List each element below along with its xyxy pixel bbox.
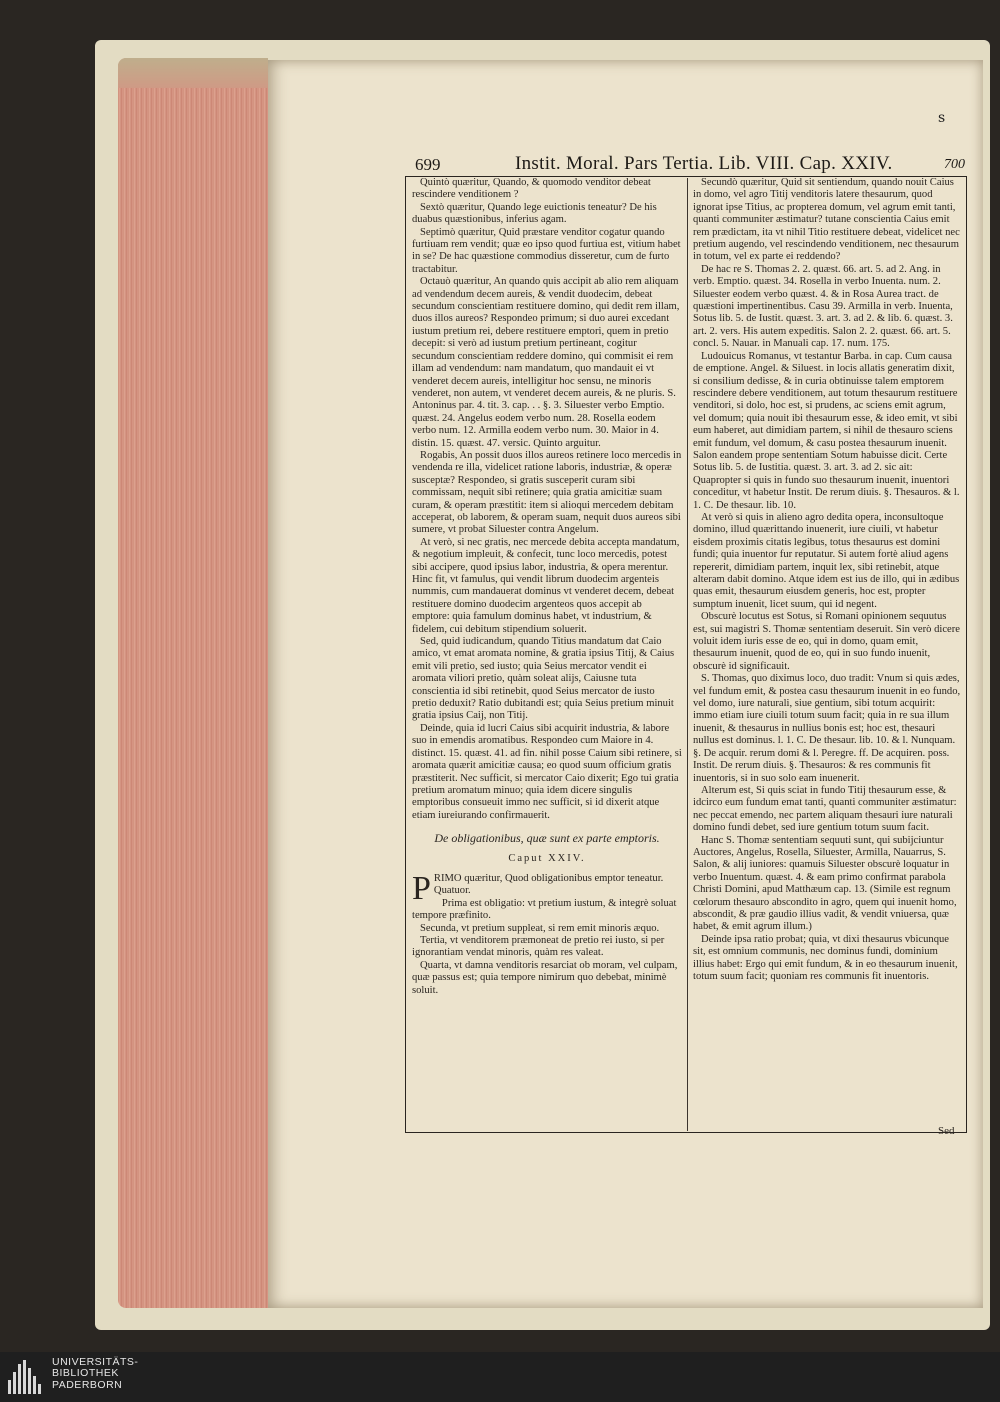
obligation-item: Quarta, vt damna venditoris resarciat ob moram, vel culpam, quæ passus est; quia tempore nimirum quo debebat, minimè soluit.	[412, 959, 678, 996]
paragraph: Alterum est, Si quis sciat in fundo Titij thesaurum esse, & idcirco eum fundum emat tanti, quanti communiter æstimatur: nec peccat emendo, nec partem aliquam thesauri iure naturali domino fundi debet, sed iure gentium totum suum facit.	[693, 784, 957, 834]
paragraph: S. Thomas, quo diximus loco, duo tradit: Vnum si quis ædes, vel fundum emit, & postea casu thesaurum inuenit in eo fundo, vel domo, iure naturali, siue gentium, sibi totum acquirit: immo etiam iure ciuili totum suum facit; quia in re sua illum inuenit, & thesaurus in nullius bonis est; hoc est, thesauri nullus est dominus. l. 1. C. De thesaur. lib. 10. & l. Nunquam. §. De acquir. rerum domi & l. Peregre. ff. De acquiren. poss. Instit. De rerum diuis. §. Thesauros: & res communis fit inuentoris, si in suo solo eam inuenerit.	[693, 673, 961, 784]
paragraph: Ludouicus Romanus, vt testantur Barba. in cap. Cum causa de emptione. Angel. & Siluest. in locis allatis generatim dixit, si consilium dedisse, & in curia obtinuisse talem emptorem rescindere debere venditionem, aut totum thesaurum restituere venditori, si dolo, hoc est, si prudens, ac sciens emit agrum, vel domum; quia nouit ibi thesaurum esse, & ideo emit, vt sibi eum haberet, aut dimidiam partem, si nihil de thesauro sciens emit fundum, vel domum, & casu postea thesaurum inuenit. Salon eandem prope sententiam Sotum habuisse dicit. Certe Sotus lib. 5. de Iustitia. quæst. 3. art. 3. ad 2. sic ait: Quapropter si quis in fundo suo thesaurum inuenit, inuentori conceditur, vt habetur Instit. De rerum diuis. §. Thesauros. & l. 1. C. De thesaur. lib. 10.	[693, 350, 960, 511]
page-number-right: 700	[944, 157, 965, 172]
paragraph: Hanc S. Thomæ sententiam sequuti sunt, qui subijciuntur Auctores, Angelus, Rosella, Siluester, Armilla, Nauarrus, S. Salon, & alij iuniores: quamuis Siluester obscurè loquatur in verbo Inuentum. quæst. 4. & eam primo confirmat parabola Christi Domini, apud Matthæum cap. 13. (Simile est regnum cœlorum thesauro abscondito in agro, quem qui inuenit homo, abscondit, & præ gaudio illius vadit, & vendit vniuersa, quæ habet, & emit agrum illum.)	[693, 834, 957, 933]
obligation-item: Tertia, vt venditorem præmoneat de pretio rei iusto, si per ignorantiam vendat minoris, quàm res valeat.	[412, 934, 665, 959]
right-column	[693, 177, 961, 983]
library-name-line: PADERBORN	[52, 1378, 123, 1391]
chapter-first-paragraph	[412, 869, 682, 907]
chapter-heading: Caput XXIV.	[508, 852, 586, 864]
paragraph: Rogabis, An possit duos illos aureos retinere loco mercedis in vendenda re illa, videlicet ratione laboris, industriæ, & operæ susceptæ? Respondeo, si gratis susceperit curam sibi commissam, nequit sibi retinere; quia gratia amicitiæ suam curam, & operam præstitit: item si alioqui mercedem debitam acceperat, ob laborem, & operam suam, nequit duos aureos sibi sumere, vt probat Siluester contra Angelum.	[412, 449, 682, 536]
obligation-item: Secunda, vt pretium suppleat, si rem emit minoris æquo.	[420, 922, 660, 934]
drop-cap: P	[412, 869, 431, 907]
paragraph: Obscurè locutus est Sotus, si Romani opinionem sequutus est, sui magistri S. Thomæ sententiam deseruit. Sin verò dicere voluit idem iuris esse de eo, qui in domo, quam emit, thesaurum inuenit, quod de eo, qui in suo fundo inuenit, obscurè id significauit.	[693, 611, 960, 672]
paragraph: Septimò quæritur, Quid præstare venditor cogatur quando furtiuam rem vendit; quæ eo ipso quod furtiua est, vitium habet in se? De hac quæstione commodius disseretur, cum de furto tractabitur.	[412, 226, 681, 275]
running-title: Instit. Moral. Pars Tertia. Lib. VIII. Cap. XXIV.	[515, 153, 893, 174]
page-edges	[118, 58, 268, 1308]
library-name-line: BIBLIOTHEK	[52, 1367, 119, 1380]
library-name-line: UNIVERSITÄTS-	[52, 1356, 139, 1368]
paragraph: Sed, quid iudicandum, quando Titius mandatum dat Caio amico, vt emat aromata nomine, & gratia ipsius Titij, & Caius emit vili pretio, sed iusto; quia Seius mercator vendit ei aromata viliori pretio, quàm soleat alijs, Caiusne tuta conscientia id sibi retinebit, quod Seius mercator de iusto pretio deduxit? Ratio dubitandi est; quia Seius pretium minuit gratia ipsius Caij, non Titij.	[412, 636, 675, 722]
paragraph: At verò si quis in alieno agro dedita opera, inconsultoque domino, illud quærittando inuenerit, iure ciuili, vt habetur eisdem proximis citatis legibus, totus thesaurus est domini fundi; quia inuentor fur reputatur. Si autem fortè aliud agens repererit, dimidiam partem, inquit lex, sibi retinebit, atque alteram dabit domino. Atque idem est ius de illo, qui in ædibus quas emit, thesaurum eiusdem generis, hoc est, propter sumptum inuenit, licet suum, qui id negent.	[693, 511, 960, 610]
running-header	[405, 153, 965, 177]
section-subheading: De obligationibus, quæ sunt ex parte emptoris.	[434, 831, 660, 846]
signature-mark: s	[938, 110, 946, 126]
library-footer	[0, 1352, 1000, 1402]
column-divider	[687, 178, 688, 1131]
paragraph: Deinde, quia id lucri Caius sibi acquirit industria, & labore suo in emendis aromatibus. Respondeo cum Maiore in 4. distinct. 15. quæst. 41. ad fin. nihil posse Caium sibi retinere, si aromata quærit amicitiæ causa; eo quod suum officium gratis præstiterit. Nec sufficit, si mercator Caio dixerit; Ego tui gratia pretium aromatum minuo; quia idem dicere singulis emptoribus consueuit immo nec sufficit, si id dixerit atque etiam iureiurando confirmauerit.	[412, 722, 682, 821]
catchword: Sed	[938, 1125, 955, 1137]
paragraph: Deinde ipsa ratio probat; quia, vt dixi thesaurus vbicunque sit, est omnium communis, nec dominus fundi, dominium illius habet: Ergo qui emit fundum, & in eo thesaurum inuenit, totum suum facit; quoniam res communis fit inuentoris.	[693, 933, 958, 982]
library-name	[52, 1357, 138, 1391]
page-edges-top	[118, 58, 268, 88]
obligation-item: Prima est obligatio: vt pretium iustum, & integrè soluat tempore præfinito.	[412, 897, 677, 922]
paragraph: At verò, si nec gratis, nec mercede debita accepta mandatum, & negotium impleuit, & confecit, tunc loco mercedis, potest sibi accipere, quod ipsius labor, industria, & opera merentur. Hinc fit, vt famulus, qui vendit librum duodecim argenteis nummis, cum mandauerat dominus vt venderet decem, debeat restituere domino duodecim argenteos quos accepit ab emptore: quia famulum dominus habet, vt industrium, & fidelem, cui debitum stipendium soluerit.	[412, 536, 680, 635]
paragraph: Secundò quæritur, Quid sit sentiendum, quando nouit Caius in domo, vel agro Titij venditoris latere thesaurum, quod ignorat ipse Titius, ac propterea domum, vel agrum emit tanti, quanti communiter æstimatur? tutane conscientia Caius emit rem prædictam, ita vt nihil Titio restituere debeat, videlicet nec pretium augendo, vel rescindendo venditionem, nec thesaurum in totum, vel ex parte ei reddendo?	[693, 177, 960, 263]
paragraph: Sextò quæritur, Quando lege euictionis teneatur? De his duabus quæstionibus, inferius agam.	[412, 201, 657, 226]
paragraph: Octauò quæritur, An quando quis accipit ab alio rem aliquam ad vendendum decem aureis, & vendit duodecim, debeat secundum conscientiam restituere domino, qui dedit rem illam, duos illos aureos? Respondeo primum; si duo aurei excedant iustum pretium rei, debere restituere emptori, quem in pretio decepit: si verò ad iustum pretium pertineant, cogitur secundum conscientiam reddere domino, qui commisit ei rem illam ad vendendum: nam mandatum, quo mandauit ei vt venderet decem aureis, intelligitur hoc sensu, ne minoris venderet, non autem, vt venderet decem aureis, & ne pluris. S. Antoninus par. 4. tit. 3. cap. . . §. 3. Siluester verbo Emptio. quæst. 24. Angelus eodem verbo num. 28. Rosella eodem verbo num. 12. Armilla eodem verbo num. 30. Maior in 4. distin. 15. quæst. 47. versic. Quinto arguitur.	[412, 276, 680, 449]
first-paragraph-text: RIMO quæritur, Quod obligationibus emptor teneatur. Quatuor.	[433, 872, 664, 897]
paragraph: De hac re S. Thomas 2. 2. quæst. 66. art. 5. ad 2. Ang. in verb. Emptio. quæst. 34. Rosella in verbo Inuenta. num. 2. Siluester eodem verbo quæst. 4. & in Rosa Aurea tract. de quæstioni impertinentibus. Casu 39. Armilla in verb. Inuenta, Sotus lib. 5. de Iustit. quæst. 3. art. 3. ad 2. & lib. 6. quæst. 3. art. 2. vers. His autem expeditis. Salon 2. 2. quæst. 66. art. 5. concl. 5. Nauar. in Manuali cap. 17. num. 175.	[693, 263, 953, 350]
paragraph: Quintò quæritur, Quando, & quomodo venditor debeat rescindere venditionem ?	[412, 177, 651, 201]
left-column	[412, 177, 682, 997]
page-number-left: 699	[415, 155, 441, 174]
library-logo-icon	[8, 1360, 44, 1394]
